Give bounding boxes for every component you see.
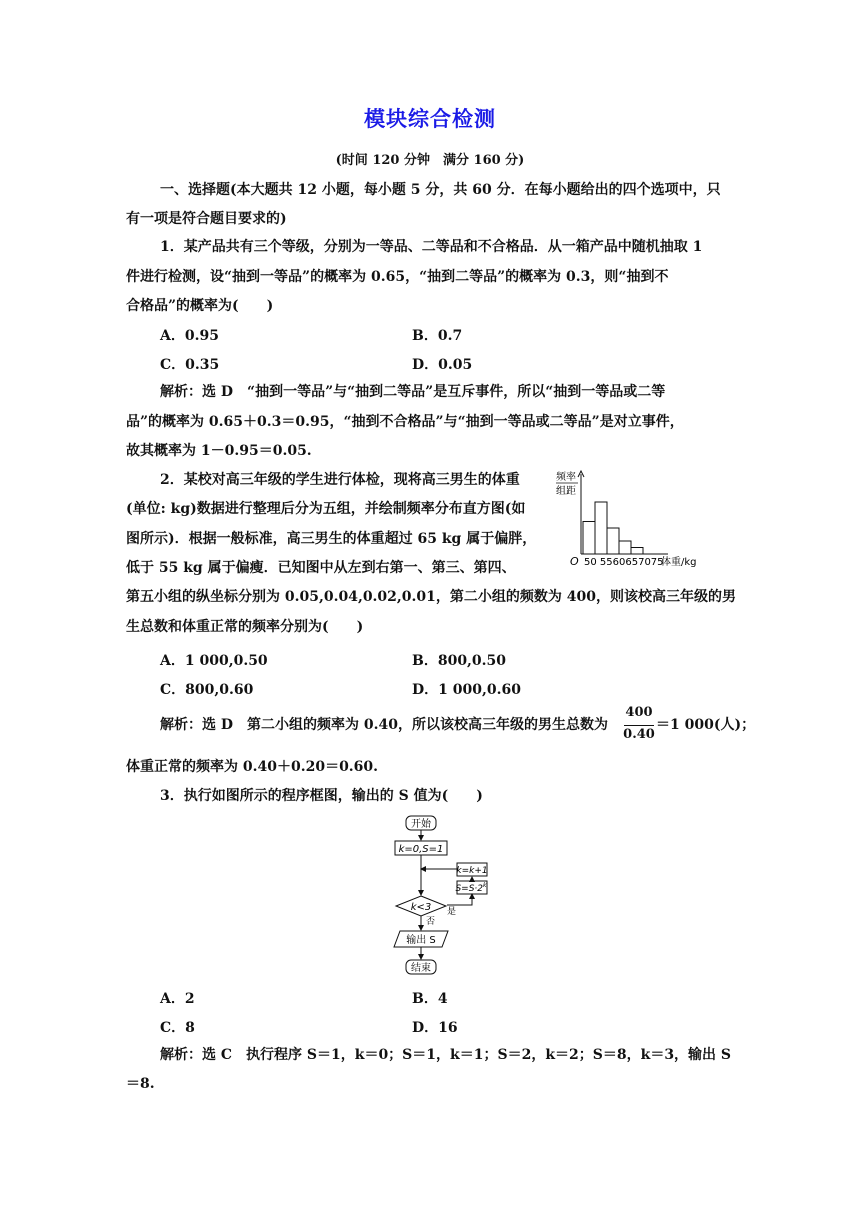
q3-option-c: C．8 [160,1020,195,1036]
flow-init-label: k=0,S=1 [398,844,444,855]
flow-increment-label: k=k+1 [456,866,488,876]
q1-line1: 1．某产品共有三个等级，分别为一等品、二等品和不合格品．从一箱产品中随机抽取 1 [160,239,703,255]
q2-option-c: C．800,0.60 [160,682,254,698]
fraction-numerator: 400 [625,705,653,720]
fraction-denominator: 0.40 [623,727,655,742]
q2-option-b: B．800,0.50 [412,653,507,669]
q3-option-a: A．2 [160,991,195,1007]
q3-option-d: D．16 [412,1020,458,1036]
fraction-bar [624,725,654,726]
q1-option-d: D．0.05 [412,357,473,373]
q1-answer-line2: 品”的概率为 0.65＋0.3＝0.95，“抽到不合格品”与“抽到一等品或二等品”是对立事件， [126,414,684,430]
histogram-x-tick-labels: 50 5560657075 [584,557,664,568]
histogram-x-axis-label: 体重/kg [661,557,697,568]
page-subtitle: (时间 120 分钟 满分 160 分) [335,153,525,168]
flow-start-label: 开始 [411,819,431,830]
histogram-bar-1 [583,522,595,555]
flow-end-label: 结束 [411,963,431,974]
flow-no-label: 否 [426,917,436,927]
q1-answer-line1: 解析：选 D “抽到一等品”与“抽到二等品”是互斥事件，所以“抽到一等品或二等 [160,384,666,400]
q2-line1: 2．某校对高三年级的学生进行体检，现将高三男生的体重 [160,472,520,488]
q3-line1: 3．执行如图所示的程序框图，输出的 S 值为( ) [160,788,483,804]
q3-option-b: B．4 [412,991,448,1007]
histogram-bar-5 [631,548,643,555]
q2-answer-line1: 解析：选 D 第二小组的频率为 0.40，所以该校高三年级的男生总数为 [160,717,608,733]
q1-line3: 合格品”的概率为( ) [126,298,274,314]
q3-answer-line1: 解析：选 C 执行程序 S＝1，k＝0；S＝1，k＝1；S＝2，k＝2；S＝8，k＝3，输出 S [160,1047,732,1063]
histogram-ylabel-top: 频率 [556,472,576,483]
q2-line6: 生总数和体重正常的频率分别为( ) [126,619,364,635]
flow-condition-label: k<3 [410,902,432,913]
program-flowchart [390,813,490,979]
q1-option-b: B．0.7 [412,328,463,344]
section1-line1: 一、选择题(本大题共 12 小题，每小题 5 分，共 60 分．在每小题给出的四个选项中，只 [160,182,721,198]
q2-option-d: D．1 000,0.60 [412,682,521,698]
q1-answer-line3: 故其概率为 1－0.95＝0.05. [126,443,312,459]
q2-answer-line1-end: ＝1 000(人)； [656,717,756,733]
frequency-histogram [550,468,720,570]
histogram-bar-2 [595,502,607,554]
histogram-ylabel-bottom: 组距 [556,486,576,497]
q2-answer-line2: 体重正常的频率为 0.40＋0.20＝0.60. [126,759,379,775]
q2-line4: 低于 55 kg 属于偏瘦．已知图中从左到右第一、第三、第四、 [126,560,516,576]
histogram-bar-4 [619,541,631,554]
flow-update-label: $S=S\cdot 2^k$ [455,882,487,894]
q2-line3: 图所示)．根据一般标准，高三男生的体重超过 65 kg 属于偏胖， [126,531,537,547]
q3-answer-line2: ＝8. [126,1076,155,1092]
page-title: 模块综合检测 [364,107,496,131]
q1-option-a: A．0.95 [160,328,219,344]
q2-option-a: A．1 000,0.50 [160,653,268,669]
flow-output-label: 输出 S [406,935,436,946]
q1-line2: 件进行检测，设“抽到一等品”的概率为 0.65，“抽到二等品”的概率为 0.3，则“抽到不 [126,269,669,285]
q2-line5: 第五小组的纵坐标分别为 0.05,0.04,0.02,0.01，第二小组的频数为 400，则该校高三年级的男 [126,589,736,605]
q2-line2: (单位: kg)数据进行整理后分为五组，并绘制频率分布直方图(如 [126,501,526,517]
histogram-origin-label: O [570,555,579,568]
flow-yes-label: 是 [447,907,457,917]
histogram-bar-3 [607,528,619,554]
q1-option-c: C．0.35 [160,357,220,373]
section1-line2: 有一项是符合题目要求的) [126,211,287,227]
